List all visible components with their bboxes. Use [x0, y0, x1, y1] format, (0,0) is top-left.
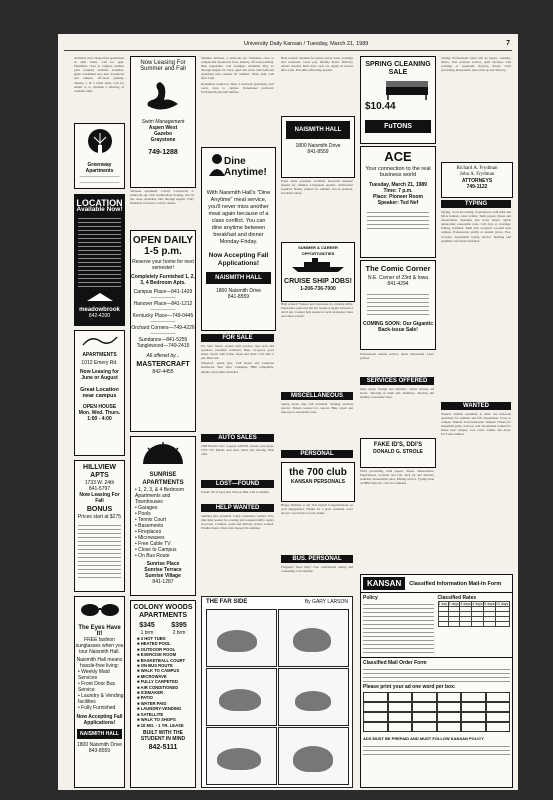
form-footer: ADS MUST BE PREPAID AND MUST FOLLOW KANSAN POLICY: [363, 736, 484, 741]
eyes-bullet: • Laundry & Vending facilities: [78, 693, 124, 705]
sunrise-feature: • Fireplaces: [135, 529, 162, 535]
comic-address: N.E. Corner of 23rd & Iowa: [367, 275, 429, 281]
eyes-sub: FREE fashion sunglasses when you tour Naismith Hall.: [75, 637, 124, 655]
colony-feature: ■ HEATED POOL: [137, 641, 171, 647]
sunrise-feature: • 1, 2, 3, & 4 Bedroom Apartments and Townhouses: [135, 487, 184, 505]
openday-location: Orchard Corners—749-4226: [131, 325, 195, 331]
house-icon: [85, 292, 115, 302]
word-box[interactable]: [363, 712, 388, 722]
westhills-ad: [74, 330, 125, 456]
typing-listings: Typing, word processing. Experienced with APA and MLA formats. Laser printer. Term papers, theses and dissertations. Resumes and cover letters. Quick turnaround, reasonable rates. Call days or evenings. Editing available. Rush jobs accepted. Located near campus. Professional quality at student prices. Fast, accurate, dependable typing service. Spelling and grammar corrections included.: [441, 210, 511, 243]
sunrise-feature: • Garages: [135, 505, 158, 511]
sunrise-phone: 841-1287: [152, 579, 174, 585]
personal-listings: Happy birthday to my best friend! Congratulations on your engagement. Thanks for a great weekend. Love always. Good luck on your exams.: [281, 503, 353, 516]
far-side-cartoon: [201, 596, 353, 788]
colony-feature: ■ WALK TO CAMPUS: [137, 668, 180, 674]
seven-sub: KANSAN PERSONALS: [291, 479, 345, 485]
ace-sub: Your connection to the real business world: [365, 166, 431, 178]
colony-feature: ■ ICEMAKER: [137, 690, 164, 696]
rates-day: 3 days: [460, 602, 471, 606]
frydman-ad: [441, 162, 513, 198]
leasing-title: Now Leasing For Summer and Fall: [140, 60, 186, 72]
policy-heading: Policy: [363, 595, 378, 601]
sunrise-feature: • Free Cable TV: [135, 541, 171, 547]
seven-title: the 700 club: [289, 467, 347, 478]
word-box[interactable]: [437, 722, 462, 732]
spring-price: $10.44: [365, 101, 396, 112]
word-box[interactable]: [412, 692, 437, 702]
hillview-leasing: Now Leasing For Fall: [79, 492, 120, 504]
bus-personal-listings: Pregnant? Need help? Free confidential testing and counseling. Call anytime.: [281, 565, 353, 574]
word-box[interactable]: [388, 702, 413, 712]
futon-icon: [382, 79, 432, 101]
eyes-bullet: • Front Door Bus Service: [78, 681, 116, 693]
classified-text-block: Word processing, term papers, theses, dissertations. Experienced, accurate and fast. Pick up and delivery available. Reasonable rates. Editing service. Typing done on IBM Selectric. Call for estimates.: [360, 469, 434, 486]
dine-phone: 841-8559: [227, 294, 250, 300]
sunrise-feature-list: [131, 487, 195, 559]
hillview-bonus: BONUS: [86, 506, 113, 513]
rates-day: 1 day: [438, 602, 448, 606]
hillview-address: 1733 W. 24th: [84, 480, 115, 486]
word-box[interactable]: [461, 712, 486, 722]
openday-location: Sundance—841-5255: [138, 337, 188, 343]
colony-bed-2: 2 brm: [172, 630, 186, 636]
frydman-role: ATTORNEYS: [461, 178, 493, 184]
ace-speaker: Speaker: Ted Nef: [377, 200, 419, 206]
sunrise-feature: • On Bus Route: [135, 553, 170, 559]
sunrise-title: SUNRISE APARTMENTS: [142, 472, 184, 486]
comic-corner-ad: [360, 260, 436, 350]
cruise-ship-icon: [288, 257, 348, 273]
ace-date: Tuesday, March 21, 1989: [369, 182, 427, 188]
rates-day: 4 days: [472, 602, 483, 606]
sunrise-feature: • Pools: [135, 511, 151, 517]
dine-address: 1800 Naismith Drive: [215, 288, 262, 294]
hillview-ad: [74, 460, 125, 592]
order-address-lines[interactable]: [363, 666, 510, 682]
word-box[interactable]: [486, 702, 511, 712]
section-services: SERVICES OFFERED: [360, 377, 434, 385]
colony-feature: ■ SATELLITE: [137, 711, 164, 717]
classified-form: [360, 574, 513, 788]
sunrise-feature: • Close to Campus: [135, 547, 177, 553]
naismith-phone: 841-8559: [307, 149, 329, 155]
westhills-hours: 1:00 - 4:00: [87, 416, 112, 422]
word-box[interactable]: [388, 722, 413, 732]
section-for-sale: FOR SALE: [201, 334, 274, 342]
colony-feature: ■ MICROWAVE: [137, 673, 167, 679]
spring-cleaning-ad: [360, 56, 436, 144]
westhills-openhouse: OPEN HOUSE: [82, 404, 117, 410]
sunrise-ad: [130, 436, 196, 596]
fake-title: FAKE ID'S, DDI'S: [373, 442, 423, 448]
sunglasses-icon: [78, 600, 122, 620]
section-lost-found: LOST—FOUND: [201, 480, 274, 488]
classified-text-block: Sublease apartment. Luxury 2-bedroom, 2-bathroom apt. with washer/dryer hookup, and on bus route. Available June through August. Fully furnished if desired. Call for details.: [130, 189, 194, 206]
dine-anytime-ad: [201, 147, 276, 331]
section-wanted: WANTED: [441, 402, 511, 410]
page-header: [64, 38, 512, 51]
westhills-tagline: Great Location near campus: [80, 387, 119, 399]
frydman-phone: 749-1122: [466, 184, 488, 190]
westhills-days: Mon. Wed. Thurs.: [78, 410, 121, 416]
eyes-title: The Eyes Have It!: [78, 625, 121, 637]
sunrise-feature: • Microwaves: [135, 535, 165, 541]
cartoon-panel: [278, 609, 349, 667]
word-box[interactable]: [363, 722, 388, 732]
openday-location: Campus Place—841-1429: [133, 289, 193, 295]
sunrise-village: Sunrise Village: [145, 573, 181, 579]
cartoon-panel: [278, 727, 349, 785]
openday-furnished: Completely Furnished 1, 2, 3, 4 Bedroom Apts.: [131, 274, 195, 286]
for-sale-listings: For Sale: Stereo system with receiver, tape deck and speakers, excellent condition. Bike, 10-speed, good shape. Futon with frame. Desk and chair. Call after 6 pm. Must sell. Waterbed, queen size, with heater and bookcase headboard. Best offer. Computer, IBM compatible, monitor and printer included.: [201, 344, 274, 374]
naismith-eyes-ad: [74, 596, 125, 788]
cartoon-panel: [206, 668, 277, 726]
section-bus-personal: BUS. PERSONAL: [281, 555, 353, 563]
word-box[interactable]: [388, 692, 413, 702]
section-help-wanted: HELP WANTED: [201, 504, 274, 512]
auto-sales-listings: 1982 Honda Civic, 5-speed, AM/FM cassette, runs great. 1979 VW Rabbit, new tires. Must sell, moving. Best offer.: [201, 444, 274, 457]
hillview-prices: Prices start at $275: [77, 514, 122, 520]
help-wanted-listings: Summer jobs available. Camp counselors wanted. Part-time help needed for evening and weekend shifts. Apply in person. Cashiers, cooks and delivery drivers wanted. Flexible hours. Earn extra money this summer.: [201, 514, 274, 531]
comic-details-text: [367, 291, 429, 317]
classified-text-block: Professional resume service, quick turnaround. Laser printed.: [360, 352, 434, 361]
colony-feature: ■ ON BUS ROUTE: [137, 663, 173, 669]
classified-text-block: Help wanted: Waiters and waitresses for evening shifts. Experience preferred but not required. Apply between 2 and 4 pm. Counter help needed at local restaurant. Sales associates wanted.: [281, 302, 353, 319]
wanted-listings: Wanted: Female roommate to share two bedroom apartment for summer and fall. Nonsmoker. Close to campus. Wanted: Used textbooks. Wanted: Tickets for basketball game, will pay well. Roommate wanted for house near campus, own room, washer and dryer, $175 plus utilities.: [441, 412, 511, 437]
colony-feature: ■ LAUNDRY-VENDING: [137, 706, 182, 712]
eyes-bullet: • Weekly Maid Services: [78, 669, 110, 681]
newspaper-page: [58, 34, 518, 790]
leasing-item: Graystone: [150, 137, 176, 143]
dine-logo: NAISMITH HALL: [206, 272, 271, 284]
eyes-phone: 843-8559: [88, 748, 111, 754]
naismith-banner: NAISMITH HALL: [286, 121, 350, 139]
colony-feature: ■ EXERCISE ROOM: [137, 652, 177, 658]
classified-text-block: Available Now. Renovated apartments in older home. Call for appt. Furnished, close to campus, utilities paid. Laundry facilities available. Quiet residential area near downtown and campus, off-street parking. Studios, 1 & 2 bdrm units. Call for details or to schedule a showing of available units.: [74, 56, 124, 93]
leasing-ad: [130, 56, 196, 188]
leasing-item: Aspen West: [148, 125, 178, 131]
greenway-ad: Greenway Apartments ———————— ————————: [74, 123, 125, 189]
openday-location: Hanover Place—841-1212: [133, 301, 193, 307]
tree-icon: [80, 127, 120, 157]
word-box[interactable]: [461, 702, 486, 712]
colony-feature: ■ FULLY CARPETED: [137, 679, 178, 685]
fake-name: DONALD G. STROLE: [373, 449, 423, 455]
openday-company: MASTERCRAFT: [136, 361, 190, 368]
person-eating-icon: [206, 152, 228, 178]
kansan-logo: KANSAN: [363, 577, 405, 590]
word-box-grid: [363, 692, 510, 732]
print-line: Please print your ad one word per box:: [363, 684, 456, 690]
swan-icon: [140, 78, 186, 114]
location-title: LOCATION: [76, 198, 123, 208]
classified-text-block: Typing: Professional typist will do papers, resumes, letters. Fast accurate service, spell checked. Call evenings or weekends. Reports, theses, word processing. Reasonable rates. Pick up and delivery.: [441, 56, 511, 73]
colony-woods-ad: [130, 600, 196, 788]
miscellaneous-listings: Spring break trips still available. Tanning sessions special. Tickets wanted for concert. Bike repair and tune-ups at reasonable rates.: [281, 402, 353, 415]
sunrise-place: Sunrise Place: [146, 561, 180, 567]
cruise-title: CRUISE SHIP JOBS!: [284, 278, 352, 285]
section-miscellaneous: MISCELLANEOUS: [281, 392, 353, 400]
colony-feature: ■ WALK TO SHOPS: [137, 717, 176, 723]
colony-feature: ■ 3 HOT TUBS: [137, 636, 166, 641]
word-box[interactable]: [461, 722, 486, 732]
ace-place: Place: Pioneer Room: [372, 194, 423, 200]
colony-bed-1: 1 brm: [140, 630, 154, 636]
eyes-logo: NAISMITH HALL: [77, 729, 122, 739]
classified-title: Classified Information Mail-In Form: [409, 580, 502, 587]
ace-title: ACE: [384, 149, 412, 164]
eyes-lead: Naismith Hall means hassle-free living:: [76, 657, 123, 669]
eyes-bullet: • Fully Furnished: [78, 705, 116, 711]
openday-offered: All offered by...: [146, 353, 180, 359]
hillview-title: HILLVIEW APTS: [83, 464, 116, 479]
dine-naismith-ad: [281, 116, 355, 178]
word-box[interactable]: [437, 712, 462, 722]
word-box[interactable]: [486, 712, 511, 722]
openday-sub: Reserve your home for next semester!: [132, 259, 194, 271]
leasing-phone: 749-1288: [148, 149, 178, 156]
ace-details-text: [367, 209, 429, 229]
fake-id-ad: [360, 438, 436, 468]
sunrise-feature: • Basements: [135, 523, 164, 529]
ace-ad: [360, 146, 436, 258]
word-box[interactable]: [412, 712, 437, 722]
colony-feature: ■ 10 MO. - 1 YR. LEASE: [137, 722, 184, 728]
lost-found-listings: Found: Set of keys near Wescoe Hall. Call to identify.: [201, 490, 270, 494]
location-body-text: [78, 215, 121, 287]
colony-feature: ■ BASKETBALL COURT: [137, 657, 186, 663]
colony-title: COLONY WOODS APARTMENTS: [133, 604, 193, 619]
openday-phone: 842-4455: [152, 369, 174, 375]
westhills-leasing: Now Leasing for June or August: [80, 369, 119, 381]
services-listings: Auto repair, foreign and domestic. Guitar lessons, all levels. Tutoring in math and chemistry. Moving and hauling, reasonable rates.: [360, 387, 434, 400]
order-heading: Classified Mail Order Form: [363, 660, 427, 666]
hillview-phone: 841-5797: [88, 486, 111, 492]
colony-price-1: $345: [139, 622, 155, 629]
seven-hundred-club-ad: [281, 462, 355, 502]
word-box[interactable]: [486, 722, 511, 732]
colony-built: BUILT WITH THE STUDENT IN MIND: [140, 729, 186, 742]
section-auto-sales: AUTO SALES: [201, 434, 274, 442]
colony-price-2: $395: [171, 622, 187, 629]
rates-day: 5 days: [484, 602, 495, 606]
cartoon-panel: [206, 727, 277, 785]
greenway-title: Greenway Apartments: [85, 162, 114, 174]
section-typing: TYPING: [441, 200, 511, 208]
openday-location: Kentucky Place—749-0445: [132, 313, 194, 319]
frydman-name-2: John A. Frydman: [459, 172, 495, 177]
word-box[interactable]: [437, 692, 462, 702]
openday-location: Tanglewood—749-2415: [136, 343, 190, 349]
colony-phone: 842-5111: [148, 743, 178, 751]
location-phone: 842-4200: [88, 313, 111, 319]
westhills-address: 1012 Emery Rd.: [81, 360, 118, 366]
spring-title: SPRING CLEANING SALE: [365, 61, 431, 76]
comic-coming: COMING SOON: Our Gigantic Back-issue Sale!: [362, 321, 433, 333]
colony-feature: ■ PATIO: [137, 695, 153, 701]
frydman-name-1: Richard A. Frydman: [456, 166, 498, 171]
comic-phone: 841-4294: [387, 281, 409, 287]
word-box[interactable]: [486, 692, 511, 702]
cartoon-byline: By GARY LARSON: [304, 599, 348, 605]
leasing-brand: Swim Management: [141, 119, 185, 125]
ace-time: Time: 7 p.m.: [383, 188, 413, 194]
rates-table: [438, 601, 510, 627]
rates-heading: Classified Rates: [437, 595, 477, 601]
naismith-address: 1800 Naismith Drive: [295, 143, 341, 149]
location-ad: [74, 194, 125, 326]
policy-text: [363, 601, 434, 655]
word-box[interactable]: [412, 722, 437, 732]
dine-cta: Now Accepting Fall Applications!: [208, 252, 269, 267]
cartoon-panel: [278, 668, 349, 726]
sunrise-terrace: Sunrise Terrace: [144, 567, 182, 573]
eyes-cta: Now Accepting Fall Applications!: [76, 714, 123, 726]
eyes-address: 1800 Naismith Drive: [76, 742, 123, 748]
classified-text-block: Work study positions available. Research assistant needed for summer. Lifeguards needed, certification required. Nanny wanted for summer, live-in position. Excellent salary.: [281, 179, 353, 196]
eyes-bullet-list: [75, 669, 124, 711]
word-box[interactable]: [363, 702, 388, 712]
westhills-name: APARTMENTS: [82, 352, 117, 358]
cartoon-title: THE FAR SIDE: [206, 599, 248, 605]
cruise-phone: 1-206-736-7000: [300, 286, 336, 292]
colony-feature-list: [131, 636, 195, 728]
meadowbrook-logo: meadowbrook: [79, 307, 120, 313]
location-subtitle: Available Now!: [76, 206, 123, 213]
sunrise-feature: • Tennis Court: [135, 517, 167, 523]
colony-feature: ■ WATER PAID: [137, 700, 167, 706]
rates-day: 10 days: [496, 602, 509, 606]
page-number: 7: [506, 40, 510, 47]
rates-day: 2 days: [448, 602, 459, 606]
dine-body: With Naismith Hall's "Dine Anytime" meal service, you'll never miss another meal again because of a class conflict. You can dine anytime between breakfast and dinner Monday-Friday.: [206, 190, 271, 245]
dine-title: Dine Anytime!: [224, 156, 267, 178]
word-box[interactable]: [461, 692, 486, 702]
hillview-features-list: [78, 522, 121, 580]
colony-feature: ■ OUTDOOR POOL: [137, 646, 176, 652]
masthead: University Daily Kansan / Tuesday, March 21, 1989: [244, 41, 369, 47]
classified-text-block: Summer sublease. 2 bedroom apt. furnished, close to campus and downtown. Pool, laundry, off-street parking. Rent negotiable. Call evenings. Available May 15 through August 1st. Nice, quiet and clean. One bedroom apartment near campus for summer. Water paid. Call after 5 pm. Roommate wanted to share 2 bedroom apartment, own room, close to campus. Nonsmoker preferred. $150/month plus half utilities.: [201, 56, 274, 94]
form-footer-text: [363, 743, 510, 755]
section-personal: PERSONAL: [281, 450, 353, 458]
futons-logo: FuTONS: [365, 120, 431, 133]
openday-ad: OPEN DAILY 1-5 p.m. Reserve your home for next semester! Completely Furnished 1, 2, 3, 4 Bedroom Apts. Campus Place—841-1429 ————— Hanover Place—841-1212 ————— Kentucky Place—749-0445 ————— Orchard Corners—749-4226 ————— Sundance—841-5255 Tanglewood—749-2415 All offered by... MASTERCRAFT 842-4455: [130, 230, 196, 432]
word-box[interactable]: [412, 702, 437, 712]
word-box[interactable]: [388, 712, 413, 722]
comic-title: The Comic Corner: [365, 264, 431, 273]
colony-feature: ■ AIR CONDITIONED: [137, 684, 179, 690]
cruise-jobs-ad: SUMMER & CAREER OPPORTUNITIES CRUISE SHIP JOBS! 1-206-736-7000: [281, 242, 355, 302]
classified-text-block: Help wanted: Students for phone survey work, evenings and weekends. Good pay, flexible hours. Delivery drivers needed, must have own car. Apply in person after 4 pm. Part-time office help needed.: [281, 56, 353, 73]
sunrise-icon: [138, 440, 188, 466]
openday-title: OPEN DAILY 1-5 p.m.: [132, 235, 194, 257]
cartoon-panel: [206, 609, 277, 667]
westhills-logo-icon: [81, 333, 119, 347]
word-box[interactable]: [363, 692, 388, 702]
leasing-item: Gazebo: [153, 131, 173, 137]
word-box[interactable]: [437, 702, 462, 712]
